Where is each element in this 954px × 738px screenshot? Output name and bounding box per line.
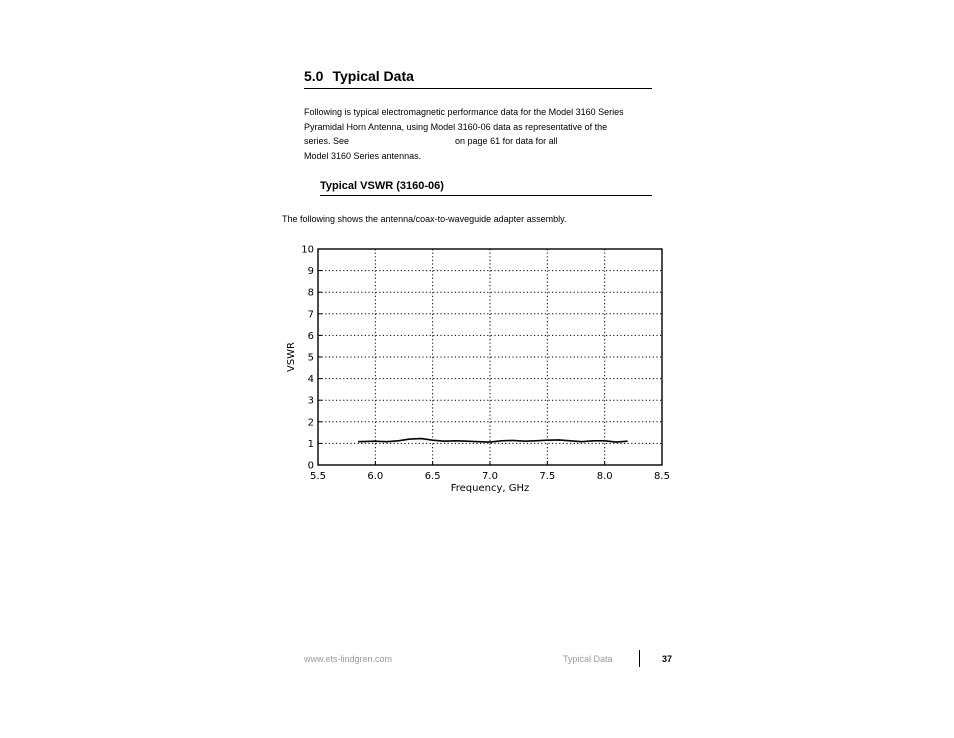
x-tick-label: 8.0 [596, 471, 613, 482]
grid [318, 249, 662, 465]
page-number: 37 [662, 654, 673, 664]
y-tick-label: 0 [307, 460, 314, 472]
x-tick-label: 7.5 [539, 471, 556, 482]
x-tick-label: 6.0 [367, 471, 384, 482]
x-tick-label: 5.5 [310, 471, 326, 482]
y-tick-label: 9 [307, 266, 314, 278]
footer-section: Typical Data [563, 654, 613, 664]
intro-line: Following is typical electromagnetic performance data for the Model 3160 Series [304, 107, 624, 117]
intro-text: on page 61 for data for all [455, 136, 558, 146]
intro-text: series. See [304, 136, 350, 146]
subsection-title: Typical VSWR (3160-06) [320, 180, 652, 196]
vswr-chart [278, 238, 678, 498]
y-tick-label: 8 [307, 287, 314, 299]
footer-url[interactable]: www.ets-lindgren.com [304, 654, 393, 664]
section-title [304, 68, 652, 89]
y-tick-label: 5 [307, 352, 314, 364]
x-axis-label: Frequency, GHz [450, 483, 530, 494]
x-tick-label: 7.0 [482, 471, 498, 482]
chart-description: The following shows the antenna/coax-to-waveguide adapter assembly. [282, 214, 567, 224]
y-tick-label: 4 [307, 374, 314, 386]
intro-line: Pyramidal Horn Antenna, using Model 3160-06 data as representative of the [304, 121, 608, 132]
section-title-text: Typical Data [332, 68, 414, 84]
section-number: 5.0 [304, 68, 324, 84]
y-tick-label: 6 [307, 330, 314, 342]
vswr-series-line [358, 439, 627, 443]
x-tick-label: 8.5 [654, 471, 670, 482]
axis-ticks [301, 245, 670, 483]
y-tick-label: 2 [307, 417, 314, 429]
y-tick-label: 7 [307, 309, 314, 321]
intro-line [304, 134, 664, 149]
y-tick-label: 10 [301, 244, 314, 256]
x-tick-label: 6.5 [424, 471, 441, 482]
y-tick-label: 1 [307, 438, 314, 450]
intro-paragraph [304, 105, 664, 163]
footer-divider [639, 650, 640, 667]
intro-line: Model 3160 Series antennas. [304, 150, 422, 161]
y-tick-label: 3 [307, 395, 314, 407]
y-axis-label: VSWR [286, 341, 297, 373]
